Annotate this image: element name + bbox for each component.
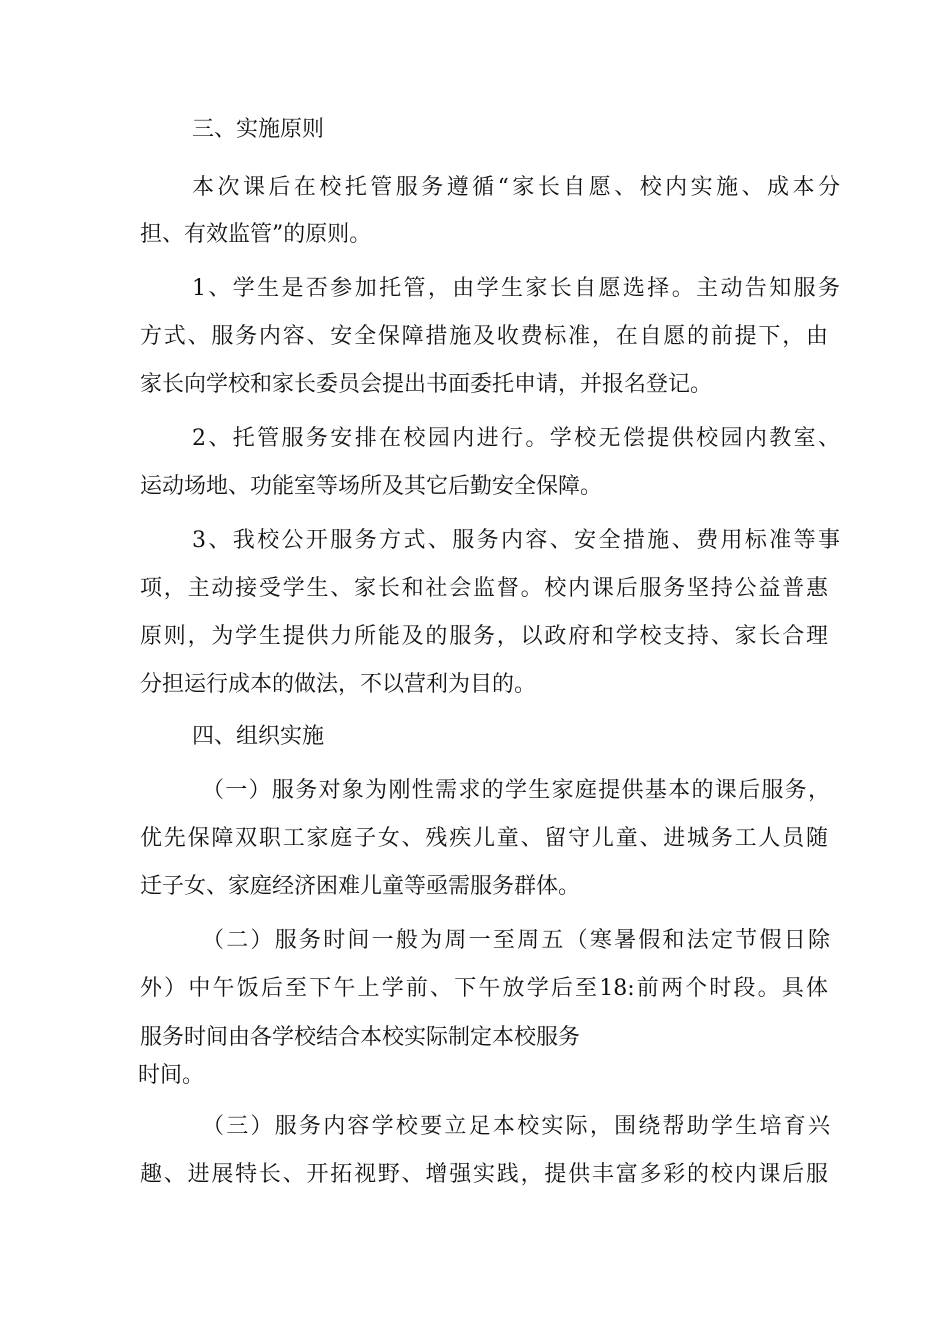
paragraph-line: 家长向学校和家长委员会提出书面委托申请，并报名登记。 — [140, 372, 713, 397]
paragraph-line: 趣、进展特长、开拓视野、增强实践，提供丰富多彩的校内课后服 — [140, 1162, 828, 1187]
paragraph-line: 方式、服务内容、安全保障措施及收费标准，在自愿的前提下，由 — [140, 324, 828, 349]
paragraph-line: 原则，为学生提供力所能及的服务，以政府和学校支持、家长合理 — [140, 624, 828, 649]
heading-section-4: 四、组织实施 — [192, 724, 325, 749]
paragraph-line: 本次课后在校托管服务遵循“家长自愿、校内实施、成本分 — [192, 175, 840, 200]
paragraph-line: 分担运行成本的做法，不以营利为目的。 — [140, 672, 537, 697]
paragraph-line: 运动场地、功能室等场所及其它后勤安全保障。 — [140, 474, 603, 499]
paragraph-line: 2、托管服务安排在校园内进行。学校无偿提供校园内教室、 — [192, 426, 840, 451]
heading-section-3: 三、实施原则 — [192, 117, 325, 142]
paragraph-line: 优先保障双职工家庭子女、残疾儿童、留守儿童、进城务工人员随 — [140, 826, 828, 851]
paragraph-line: 1、学生是否参加托管，由学生家长自愿选择。主动告知服务 — [192, 276, 840, 301]
paragraph-line: （一）服务对象为刚性需求的学生家庭提供基本的课后服务， — [202, 778, 830, 803]
paragraph-line: （二）服务时间一般为周一至周五（寒暑假和法定节假日除 — [202, 928, 830, 953]
paragraph-line: 3、我校公开服务方式、服务内容、安全措施、费用标准等事 — [192, 528, 840, 553]
paragraph-line: 外）中午饭后至下午上学前、下午放学后至18:前两个时段。具体 — [140, 976, 828, 1001]
paragraph-line: 项，主动接受学生、家长和社会监督。校内课后服务坚持公益普惠 — [140, 576, 828, 601]
paragraph-line: 服务时间由各学校结合本校实际制定本校服务 — [140, 1025, 581, 1050]
paragraph-line: 时间。 — [138, 1063, 205, 1088]
paragraph-line: 担、有效监管”的原则。 — [140, 222, 372, 247]
paragraph-line: 迁子女、家庭经济困难儿童等亟需服务群体。 — [140, 874, 581, 899]
paragraph-line: （三）服务内容学校要立足本校实际，围绕帮助学生培育兴 — [202, 1114, 830, 1139]
